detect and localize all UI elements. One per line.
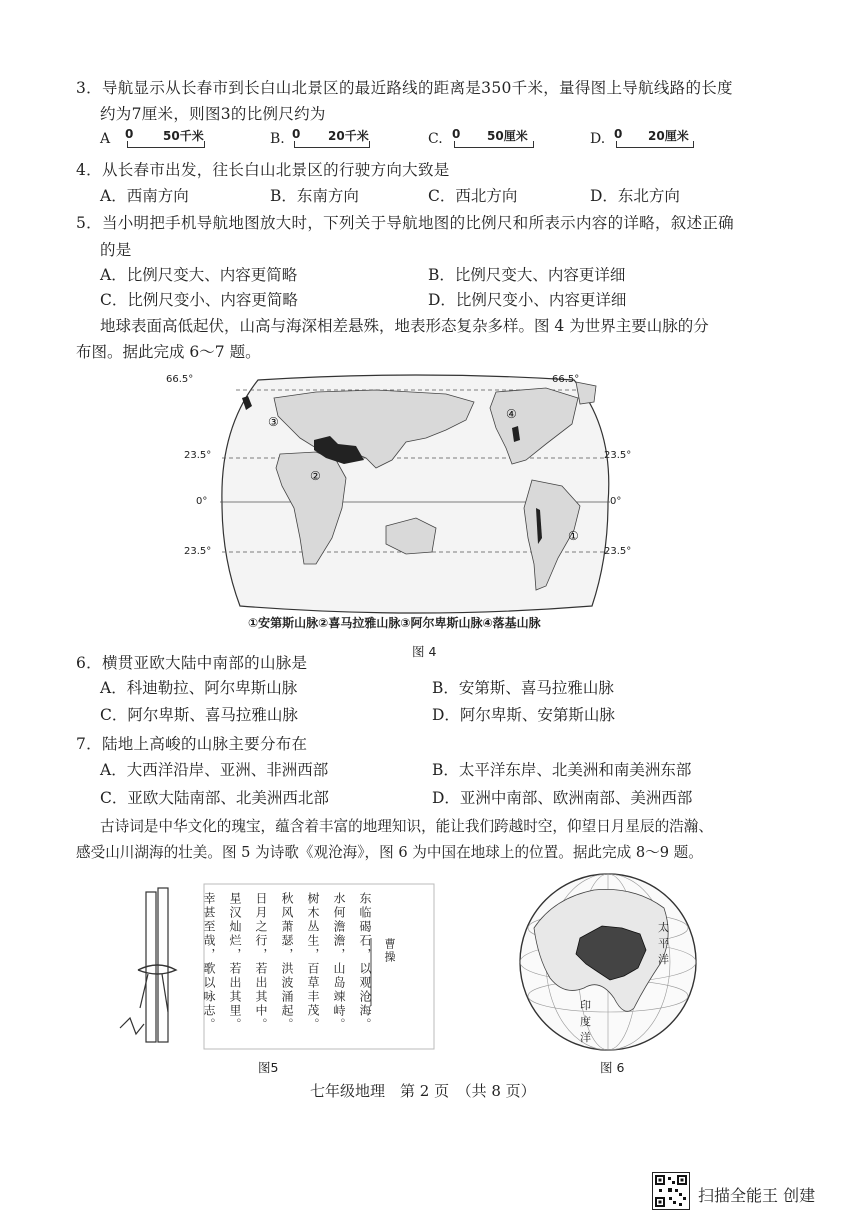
marker-4: ④	[506, 407, 517, 421]
scale-bar-d	[616, 141, 694, 148]
q4-option-d[interactable]: D．东北方向	[590, 187, 680, 205]
intro-paragraph-2-line1: 古诗词是中华文化的瑰宝，蕴含着丰富的地理知识，能让我们跨越时空，仰望日月星辰的浩瀚、	[100, 818, 713, 835]
poem-column: 东临碣石，以观沧海。	[358, 892, 372, 1032]
q6-option-a[interactable]: A．科迪勒拉、阿尔卑斯山脉	[100, 679, 298, 697]
q4-option-a[interactable]: A．西南方向	[100, 187, 189, 205]
lat-label: 23.5°	[184, 546, 212, 557]
intro-paragraph-2-line2: 感受山川湖海的壮美。图 5 为诗歌《观沧海》，图 6 为中国在地球上的位置。据此完成 8～9 题。	[76, 844, 703, 861]
q7-option-a[interactable]: A．大西洋沿岸、亚洲、非洲西部	[100, 761, 329, 779]
figure-4-legend: ①安第斯山脉②喜马拉雅山脉③阿尔卑斯山脉④落基山脉	[248, 616, 541, 630]
scroll-illustration	[118, 878, 438, 1053]
figure-4-caption: 图 4	[412, 644, 437, 659]
poem-column: 星汉灿烂，若出其里。	[228, 892, 242, 1032]
qr-code-icon	[652, 1172, 690, 1210]
intro-paragraph-1-line2: 布图。据此完成 6～7 题。	[76, 343, 261, 361]
marker-3: ③	[268, 415, 279, 429]
lat-label: 0°	[610, 496, 622, 507]
q7-stem: 7．陆地上高峻的山脉主要分布在	[76, 735, 308, 753]
scale-bar-a	[127, 141, 205, 148]
q5-option-a[interactable]: A．比例尺变大、内容更简略	[100, 266, 298, 284]
q4-option-b[interactable]: B．东南方向	[270, 187, 359, 205]
figure-5-poem	[118, 878, 438, 1053]
q5-option-b[interactable]: B．比例尺变大、内容更详细	[428, 266, 626, 284]
poem-column: 树木丛生，百草丰茂。	[306, 892, 320, 1032]
intro-paragraph-1-line1: 地球表面高低起伏，山高与海深相差悬殊，地表形态复杂多样。图 4 为世界主要山脉的分	[100, 317, 709, 335]
figure-5-caption: 图5	[258, 1060, 279, 1075]
q6-option-c[interactable]: C．阿尔卑斯、喜马拉雅山脉	[100, 706, 298, 724]
lat-label: 66.5°	[166, 374, 194, 385]
figure-6-caption: 图 6	[600, 1060, 625, 1075]
lat-label: 66.5°	[552, 374, 580, 385]
poem-column: 秋风萧瑟，洪波涌起。	[280, 892, 294, 1032]
lat-label: 0°	[196, 496, 208, 507]
q6-option-d[interactable]: D．阿尔卑斯、安第斯山脉	[432, 706, 615, 724]
lat-label: 23.5°	[604, 546, 632, 557]
marker-1: ①	[568, 529, 579, 543]
q7-option-c[interactable]: C．亚欧大陆南部、北美洲西北部	[100, 789, 329, 807]
poem-column: 日月之行，若出其中。	[254, 892, 268, 1032]
figure-4-world-map	[166, 368, 636, 638]
q4-option-c[interactable]: C．西北方向	[428, 187, 518, 205]
figure-6-globe	[514, 868, 702, 1058]
world-map-svg	[196, 368, 636, 638]
q3-stem-line1: 3．导航显示从长春市到长白山北景区的最近路线的距离是350千米，量得图上导航线路的长度	[76, 79, 733, 97]
q5-stem-line2: 的是	[100, 241, 132, 259]
q3-stem-line2: 约为7厘米，则图3的比例尺约为	[100, 105, 326, 123]
globe-svg	[514, 868, 702, 1058]
lat-label: 23.5°	[184, 450, 212, 461]
poem-column: 水何澹澹，山岛竦峙。	[332, 892, 346, 1032]
q7-option-b[interactable]: B．太平洋东岸、北美洲和南美洲东部	[432, 761, 692, 779]
q4-stem: 4．从长春市出发，往长白山北景区的行驶方向大致是	[76, 161, 450, 179]
q5-option-c[interactable]: C．比例尺变小、内容更简略	[100, 291, 298, 309]
q6-stem: 6．横贯亚欧大陆中南部的山脉是	[76, 654, 308, 672]
poem-column: 幸甚至哉，歌以咏志。	[202, 892, 216, 1032]
label-indian-ocean: 印 度 洋	[580, 999, 591, 1044]
poem-author: 曹操	[383, 938, 396, 964]
label-pacific-ocean: 太 平 洋	[658, 921, 669, 966]
q6-option-b[interactable]: B．安第斯、喜马拉雅山脉	[432, 679, 614, 697]
scale-bar-b	[294, 141, 370, 148]
lat-label: 23.5°	[604, 450, 632, 461]
watermark-label: 扫描全能王 创建	[698, 1186, 816, 1205]
page-footer: 七年级地理 第 2 页 （共 8 页）	[310, 1082, 536, 1100]
q7-option-d[interactable]: D．亚洲中南部、欧洲南部、美洲西部	[432, 789, 693, 807]
marker-2: ②	[310, 469, 321, 483]
q5-stem-line1: 5．当小明把手机导航地图放大时，下列关于导航地图的比例尺和所表示内容的详略，叙述正确	[76, 214, 734, 232]
scale-bar-c	[454, 141, 534, 148]
q5-option-d[interactable]: D．比例尺变小、内容更详细	[428, 291, 627, 309]
